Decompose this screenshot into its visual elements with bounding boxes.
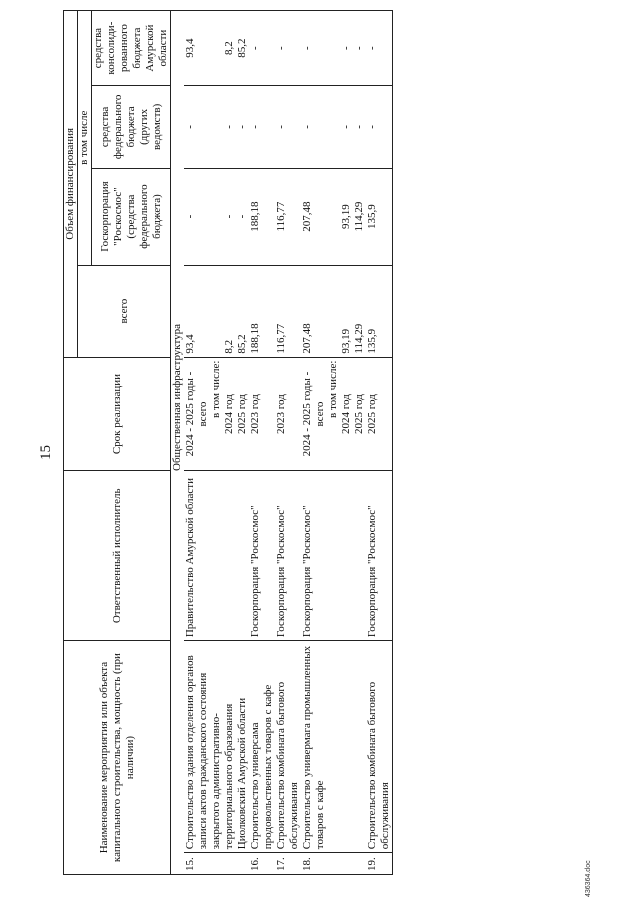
header-federal: средства федерального бюджета (других ведомств) [92,86,171,168]
regional-cell: - [249,11,275,86]
term-cell: в том числе: [327,357,340,471]
row-number: 15. [184,853,249,875]
regional-cell: - [366,11,393,86]
row-number: 16. [249,853,275,875]
federal-cell: - [223,86,236,168]
regional-cell: - [275,11,301,86]
total-cell: 8,2 [223,265,236,357]
table-header [64,11,171,875]
table-row [249,11,275,875]
federal-cell: - [275,86,301,168]
row-number: 17. [275,853,301,875]
total-cell [210,265,223,357]
federal-cell [327,86,340,168]
total-cell: 207,48 [301,265,327,357]
federal-cell: - [236,86,249,168]
roscosmos-cell: - [236,168,249,265]
total-cell [327,265,340,357]
federal-cell: - [184,86,210,168]
table-row [184,11,210,875]
term-cell: 2023 год [249,357,275,471]
federal-cell: - [366,86,393,168]
roscosmos-cell: 116,77 [275,168,301,265]
roscosmos-cell: - [184,168,210,265]
object-name: Строительство универсама продовольственных товаров с кафе [249,641,275,853]
total-cell: 114,29 [353,265,366,357]
header-funding: Объем финансирования [64,11,78,358]
regional-cell: 8,2 [223,11,236,86]
executor: Правительство Амурской области [184,471,249,641]
header-term: Срок реализации [64,357,171,471]
header-regional: средства консолиди-рованного бюджета Амурской области [92,11,171,86]
regional-cell: 93,4 [184,11,210,86]
header-executor: Ответственный исполнитель [64,471,171,641]
regional-cell [210,11,223,86]
total-cell: 93,4 [184,265,210,357]
regional-cell [327,11,340,86]
executor: Госкорпорация "Роскосмос" [275,471,301,641]
federal-cell: - [249,86,275,168]
term-cell: 2025 год [353,357,366,471]
page-number: 15 [38,445,54,460]
term-cell: 2024 - 2025 годы - всего [184,357,210,471]
header-including: в том числе [78,11,92,266]
document-code: 436364.doc [585,860,592,897]
executor: Госкорпорация "Роскосмос" [301,471,366,641]
header-name: Наименование мероприятия или объекта капитального строительства, мощность (при наличии) [64,641,171,875]
term-cell: 2025 год [236,357,249,471]
term-cell: 2023 год [275,357,301,471]
roscosmos-cell [210,168,223,265]
regional-cell: - [353,11,366,86]
section-row [171,11,185,875]
table-row [366,11,393,875]
total-cell: 188,18 [249,265,275,357]
header-total: всего [78,265,171,357]
federal-cell: - [301,86,327,168]
roscosmos-cell: - [223,168,236,265]
roscosmos-cell [327,168,340,265]
row-number: 19. [366,853,393,875]
roscosmos-cell: 188,18 [249,168,275,265]
regional-cell: 85,2 [236,11,249,86]
federal-cell [210,86,223,168]
regional-cell: - [340,11,353,86]
regional-cell: - [301,11,327,86]
term-cell: 2025 год [366,357,393,471]
total-cell: 85,2 [236,265,249,357]
object-name: Строительство универмага промышленных товаров с кафе [301,641,366,853]
funding-table [63,10,393,875]
total-cell: 93,19 [340,265,353,357]
total-cell: 135,9 [366,265,393,357]
executor: Госкорпорация "Роскосмос" [249,471,275,641]
roscosmos-cell: 207,48 [301,168,327,265]
object-name: Строительство комбината бытового обслуживания [366,641,393,853]
section-title: Общественная инфраструктура [171,323,183,471]
roscosmos-cell: 135,9 [366,168,393,265]
object-name: Строительство комбината бытового обслуживания [275,641,301,853]
table-row [301,11,327,875]
federal-cell: - [340,86,353,168]
row-number: 18. [301,853,366,875]
table-row [275,11,301,875]
total-cell: 116,77 [275,265,301,357]
roscosmos-cell: 114,29 [353,168,366,265]
term-cell: 2024 год [340,357,353,471]
federal-cell: - [353,86,366,168]
object-name: Строительство здания отделения органов записи актов гражданского состояния закрытого административно-территориального образования Циолковский Амурской области [184,641,249,853]
header-roscosmos: Госкорпорация "Роскосмос" (средства федерального бюджета) [92,168,171,265]
roscosmos-cell: 93,19 [340,168,353,265]
term-cell: 2024 - 2025 годы - всего [301,357,327,471]
term-cell: 2024 год [223,357,236,471]
executor: Госкорпорация "Роскосмос" [366,471,393,641]
term-cell: в том числе: [210,357,223,471]
table-body [171,11,393,875]
